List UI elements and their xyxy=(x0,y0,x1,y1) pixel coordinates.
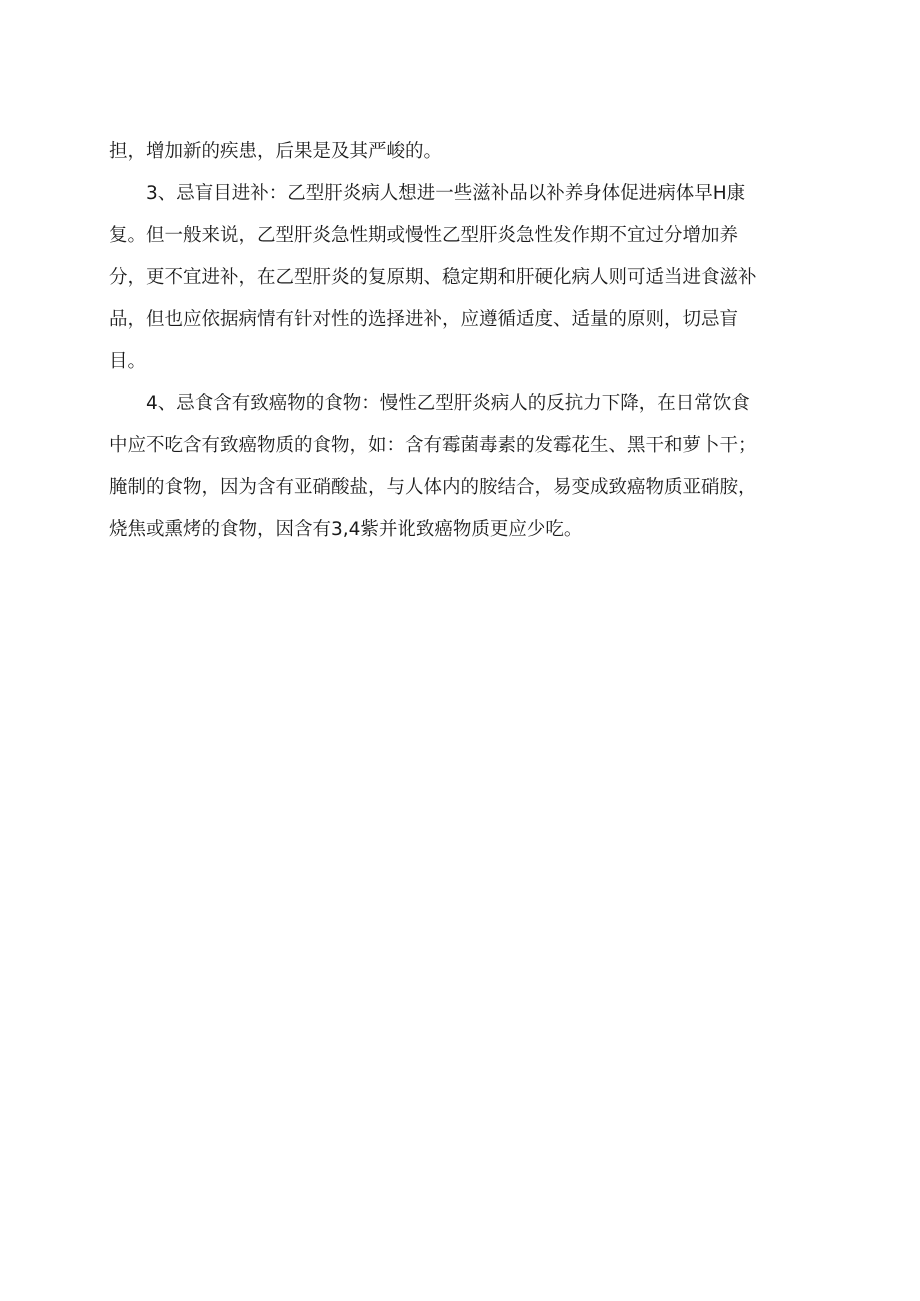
text-line-6: 目。 xyxy=(109,351,147,372)
text-line-2: 3、忌盲目进补：乙型肝炎病人想进一些滋补品以补养身体促进病体早H康 xyxy=(146,183,746,204)
text-line-3: 复。但一般来说，乙型肝炎急性期或慢性乙型肝炎急性发作期不宜过分增加养 xyxy=(109,225,739,246)
text-line-5: 品，但也应依据病情有针对性的选择进补，应遵循适度、适量的原则，切忌盲 xyxy=(109,309,739,330)
text-line-4: 分，更不宜进补，在乙型肝炎的复原期、稳定期和肝硬化病人则可适当进食滋补 xyxy=(109,267,757,288)
text-line-8: 中应不吃含有致癌物质的食物，如：含有霉菌毒素的发霉花生、黑干和萝卜干； xyxy=(109,435,757,456)
text-line-1: 担，增加新的疾患，后果是及其严峻的。 xyxy=(109,141,443,162)
text-line-9: 腌制的食物，因为含有亚硝酸盐，与人体内的胺结合，易变成致癌物质亚硝胺， xyxy=(109,477,757,498)
text-line-7: 4、忌食含有致癌物的食物：慢性乙型肝炎病人的反抗力下降，在日常饮食 xyxy=(146,393,750,414)
text-line-10: 烧焦或熏烤的食物，因含有3,4紫并讹致癌物质更应少吃。 xyxy=(109,519,583,540)
